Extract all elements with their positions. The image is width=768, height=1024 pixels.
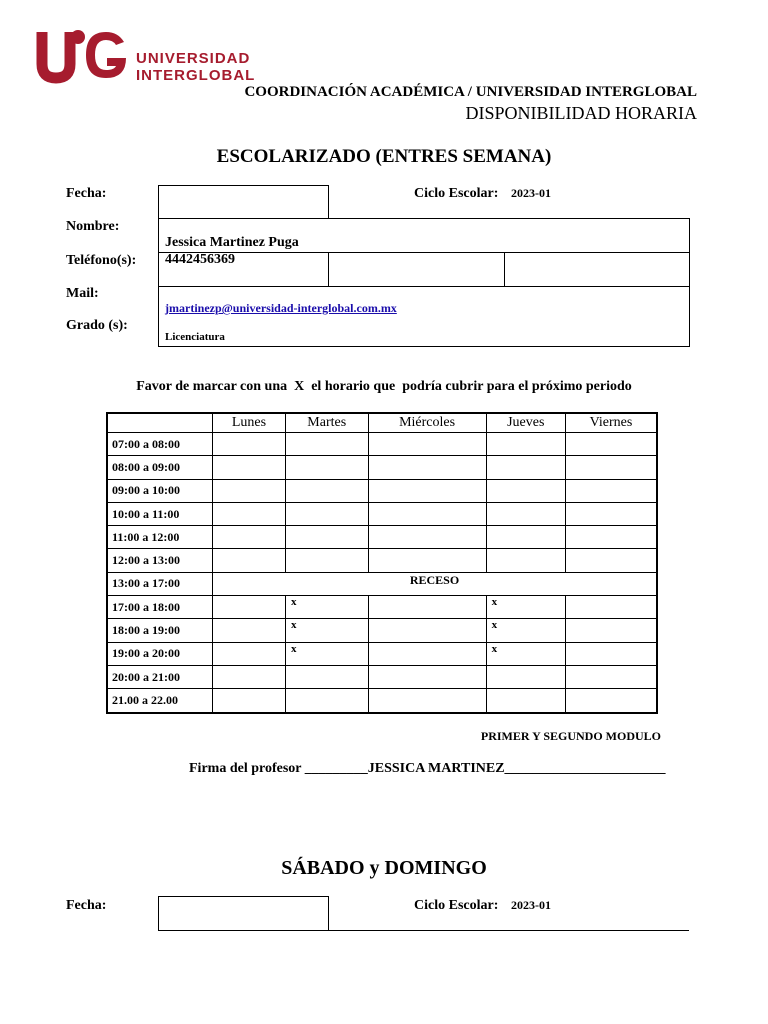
- availability-cell[interactable]: [565, 619, 657, 642]
- divider: [504, 252, 505, 286]
- ciclo-value-2: 2023-01: [511, 898, 551, 912]
- availability-cell[interactable]: [368, 689, 486, 713]
- logo-wordmark: [136, 50, 255, 84]
- schedule-row: [107, 572, 657, 595]
- availability-cell[interactable]: x: [486, 642, 565, 665]
- availability-cell[interactable]: [486, 433, 565, 456]
- schedule-row: [107, 549, 657, 572]
- availability-cell[interactable]: [486, 456, 565, 479]
- schedule-header-row: [107, 413, 657, 433]
- divider: [158, 286, 690, 287]
- availability-cell[interactable]: [368, 456, 486, 479]
- schedule-row: [107, 596, 657, 619]
- availability-cell[interactable]: [213, 596, 286, 619]
- schedule-row: [107, 689, 657, 713]
- availability-cell[interactable]: x: [486, 619, 565, 642]
- ciclo-label: Ciclo Escolar:: [414, 186, 499, 201]
- availability-cell[interactable]: [285, 689, 368, 713]
- divider: [328, 252, 329, 286]
- availability-cell[interactable]: [486, 479, 565, 502]
- availability-cell[interactable]: [285, 502, 368, 525]
- fecha-field-2[interactable]: [158, 896, 329, 931]
- availability-cell[interactable]: [565, 433, 657, 456]
- schedule-row: [107, 502, 657, 525]
- ug-logo-icon: [34, 28, 134, 86]
- fecha-label: Fecha:: [66, 186, 107, 201]
- fecha-field[interactable]: [158, 185, 329, 219]
- day-header: Jueves: [486, 413, 565, 433]
- nombre-field[interactable]: Jessica Martinez Puga: [165, 235, 299, 250]
- availability-cell[interactable]: [565, 456, 657, 479]
- day-header: Lunes: [213, 413, 286, 433]
- availability-cell[interactable]: [486, 689, 565, 713]
- modulo-label: PRIMER Y SEGUNDO MODULO: [480, 729, 661, 743]
- document-subtitle: DISPONIBILIDAD HORARIA: [465, 103, 697, 123]
- availability-cell[interactable]: [285, 665, 368, 688]
- availability-cell[interactable]: [368, 665, 486, 688]
- time-slot-label: 20:00 a 21:00: [107, 665, 213, 688]
- availability-cell[interactable]: [368, 619, 486, 642]
- divider: [328, 930, 689, 931]
- divider: [158, 252, 690, 253]
- availability-cell[interactable]: [368, 596, 486, 619]
- logo-line2: INTERGLOBAL: [136, 67, 256, 84]
- schedule-row: [107, 433, 657, 456]
- availability-cell[interactable]: [285, 549, 368, 572]
- schedule-row: [107, 642, 657, 665]
- mail-link[interactable]: jmartinezp@universidad-interglobal.com.mx: [165, 301, 397, 315]
- schedule-row: [107, 619, 657, 642]
- availability-cell[interactable]: [368, 549, 486, 572]
- grado-label: Grado (s):: [66, 318, 128, 333]
- logo-line1: UNIVERSIDAD: [136, 50, 251, 67]
- availability-cell[interactable]: x: [285, 619, 368, 642]
- telefono-field[interactable]: 4442456369: [165, 252, 235, 267]
- availability-cell[interactable]: [565, 689, 657, 713]
- availability-cell[interactable]: [486, 665, 565, 688]
- instruction-text: Favor de marcar con una X el horario que podría cubrir para el próximo periodo: [136, 379, 632, 394]
- time-slot-label: 13:00 a 17:00: [107, 572, 213, 595]
- time-slot-label: 12:00 a 13:00: [107, 549, 213, 572]
- availability-cell[interactable]: [565, 665, 657, 688]
- availability-cell[interactable]: [285, 456, 368, 479]
- coordination-title: COORDINACIÓN ACADÉMICA / UNIVERSIDAD INTERGLOBAL: [244, 84, 697, 100]
- time-slot-label: 10:00 a 11:00: [107, 502, 213, 525]
- fecha-label-2: Fecha:: [66, 898, 107, 913]
- time-slot-label: 11:00 a 12:00: [107, 526, 213, 549]
- availability-cell[interactable]: [213, 502, 286, 525]
- ciclo-value: 2023-01: [511, 186, 551, 200]
- availability-cell[interactable]: [486, 526, 565, 549]
- availability-cell[interactable]: [565, 596, 657, 619]
- time-slot-label: 07:00 a 08:00: [107, 433, 213, 456]
- time-slot-label: 18:00 a 19:00: [107, 619, 213, 642]
- availability-cell[interactable]: [486, 549, 565, 572]
- ciclo-label-2: Ciclo Escolar:: [414, 898, 499, 913]
- availability-cell[interactable]: [368, 642, 486, 665]
- firma-line: Firma del profesor _________JESSICA MARTINEZ_______________________: [189, 761, 666, 776]
- availability-cell[interactable]: [213, 665, 286, 688]
- schedule-row: [107, 456, 657, 479]
- availability-cell[interactable]: [213, 456, 286, 479]
- schedule-table: [106, 412, 658, 714]
- section1-title: ESCOLARIZADO (ENTRES SEMANA): [216, 146, 552, 167]
- availability-cell[interactable]: [285, 526, 368, 549]
- availability-cell[interactable]: [285, 433, 368, 456]
- corner-cell: [107, 413, 213, 433]
- availability-cell[interactable]: [213, 479, 286, 502]
- day-header: Martes: [285, 413, 368, 433]
- availability-cell[interactable]: x: [285, 642, 368, 665]
- availability-cell[interactable]: [565, 549, 657, 572]
- university-logo: [34, 28, 264, 88]
- availability-cell[interactable]: [285, 479, 368, 502]
- time-slot-label: 09:00 a 10:00: [107, 479, 213, 502]
- telefono-label: Teléfono(s):: [66, 253, 137, 268]
- availability-cell[interactable]: [368, 502, 486, 525]
- grado-field[interactable]: Licenciatura: [165, 331, 225, 343]
- day-header: Viernes: [565, 413, 657, 433]
- section2-title: SÁBADO y DOMINGO: [281, 857, 487, 879]
- availability-cell[interactable]: [213, 619, 286, 642]
- receso-cell: RECESO: [213, 572, 658, 595]
- availability-cell[interactable]: x: [285, 596, 368, 619]
- time-slot-label: 19:00 a 20:00: [107, 642, 213, 665]
- time-slot-label: 08:00 a 09:00: [107, 456, 213, 479]
- nombre-label: Nombre:: [66, 219, 120, 234]
- availability-cell[interactable]: [565, 642, 657, 665]
- availability-cell[interactable]: [213, 689, 286, 713]
- schedule-row: [107, 665, 657, 688]
- availability-cell[interactable]: [368, 479, 486, 502]
- schedule-row: [107, 526, 657, 549]
- time-slot-label: 17:00 a 18:00: [107, 596, 213, 619]
- availability-cell[interactable]: x: [486, 596, 565, 619]
- day-header: Miércoles: [368, 413, 486, 433]
- availability-cell[interactable]: [565, 479, 657, 502]
- availability-cell[interactable]: [565, 502, 657, 525]
- mail-label: Mail:: [66, 286, 99, 301]
- availability-cell[interactable]: [213, 433, 286, 456]
- availability-cell[interactable]: [213, 642, 286, 665]
- availability-cell[interactable]: [486, 502, 565, 525]
- availability-cell[interactable]: [213, 526, 286, 549]
- availability-cell[interactable]: [565, 526, 657, 549]
- availability-cell[interactable]: [368, 433, 486, 456]
- schedule-row: [107, 479, 657, 502]
- time-slot-label: 21.00 a 22.00: [107, 689, 213, 713]
- availability-cell[interactable]: [213, 549, 286, 572]
- availability-cell[interactable]: [368, 526, 486, 549]
